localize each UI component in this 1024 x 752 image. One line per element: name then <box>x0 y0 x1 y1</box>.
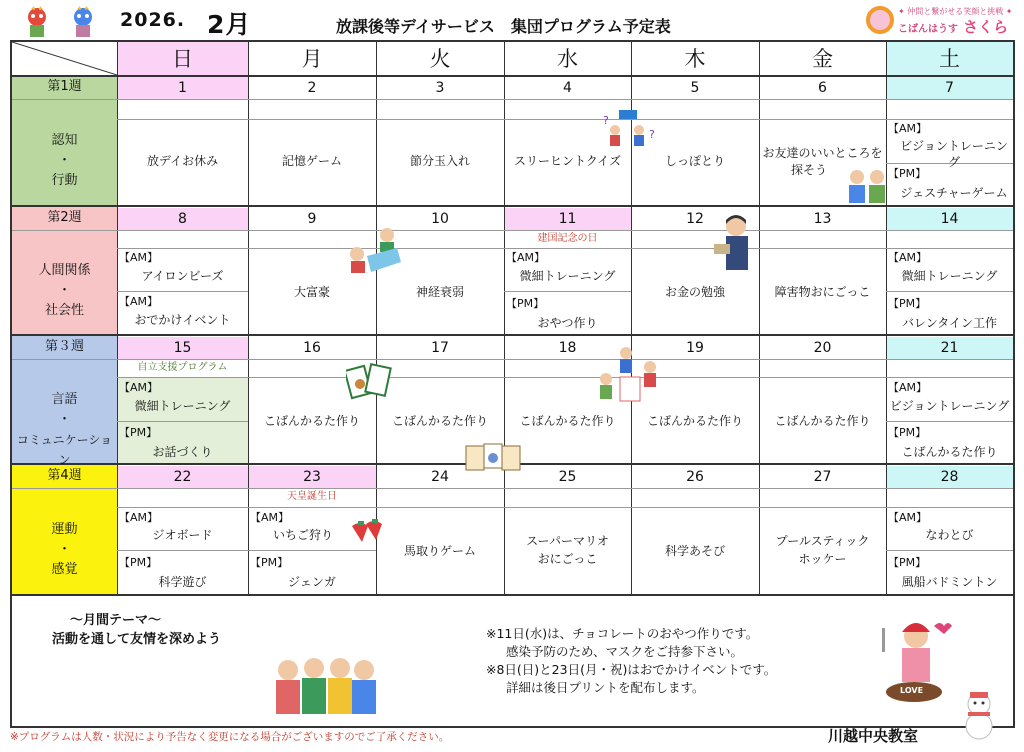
notice-line-1: ※11日(水)は、チョコレートのおやつ作りです。 <box>486 626 759 641</box>
week3-label: 第３週 <box>44 339 84 354</box>
corner-diagonal <box>12 42 117 75</box>
kids-playing-cards-icon <box>596 345 660 405</box>
w2-sun-pm-activity: おでかけイベント <box>134 313 231 327</box>
week3-category-2: ・ <box>57 412 71 427</box>
w3-sat-pm-activity: こばんかるた作り <box>901 445 998 459</box>
karuta-pile-icon <box>464 440 524 474</box>
week2-category-3: 社会性 <box>44 303 84 318</box>
w3-sun-am-tag: 【AM】 <box>119 381 159 394</box>
date-cell: 16 <box>303 340 321 356</box>
date-cell: 15 <box>173 340 192 356</box>
w2-mon-activity: 大富豪 <box>293 285 330 299</box>
date-cell: 22 <box>173 469 192 485</box>
w4-mon-pm-tag: 【PM】 <box>250 556 289 569</box>
w4-wed-activity-2: おにごっこ <box>537 552 598 566</box>
w1-sat-am-activity: ビジョントレーニング <box>900 139 1008 169</box>
week4-category-2: ・ <box>57 542 71 557</box>
two-kids-icon <box>845 168 889 204</box>
disclaimer-text: ※プログラムは人数・状況により予告なく変更になる場合がございますのでご了承ください。 <box>10 731 450 743</box>
w3-sat-am-activity: ビジョントレーニング <box>889 399 1010 413</box>
w1-tue-activity: 節分玉入れ <box>409 154 470 168</box>
w4-fri-activity-1: プールスティック <box>775 534 870 548</box>
date-cell: 12 <box>686 211 704 227</box>
w4-sun-pm-activity: 科学遊び <box>158 575 207 589</box>
week4-label: 第4週 <box>47 468 82 483</box>
grid-line <box>12 334 1013 336</box>
week4-category-1: 運動 <box>51 522 78 537</box>
dow-tue: 火 <box>429 47 451 71</box>
w3-sat-pm-tag: 【PM】 <box>888 426 927 439</box>
w4-sat-pm-tag: 【PM】 <box>888 556 927 569</box>
grid-line <box>759 42 760 595</box>
week1-category-1: 認知 <box>51 133 78 148</box>
date-cell: 9 <box>307 211 317 227</box>
logo-icon <box>866 6 894 34</box>
w2-wed-am-activity: 微細トレーニング <box>519 269 616 283</box>
week1-category-3: 行動 <box>51 173 78 188</box>
ampm-split <box>886 550 1013 551</box>
w3-tue-activity: こばんかるた作り <box>391 414 488 428</box>
date-cell: 1 <box>178 80 187 96</box>
date-cell: 21 <box>940 340 959 356</box>
ampm-split <box>504 291 631 292</box>
w3-sun-pm-activity: お話づくり <box>152 445 213 459</box>
w4-fri-activity-2: ホッケー <box>798 552 847 566</box>
page-title: 放課後等デイサービス 集団プログラム予定表 <box>336 17 671 36</box>
ampm-split <box>248 550 376 551</box>
money-lesson-icon <box>712 214 754 274</box>
grid-line <box>117 119 1013 120</box>
dow-mon: 月 <box>301 47 323 71</box>
ampm-split <box>117 421 248 422</box>
w4-tue-activity: 馬取りゲーム <box>403 544 476 558</box>
date-cell: 7 <box>945 80 954 96</box>
date-cell: 6 <box>818 80 827 96</box>
w2-fri-activity: 障害物おにごっこ <box>774 285 871 299</box>
w3-wed-activity: こばんかるた作り <box>519 414 616 428</box>
grid-line <box>12 205 1013 207</box>
w1-sat-am-tag: 【AM】 <box>888 122 928 135</box>
w3-sun-independence-note: 自立支援プログラム <box>137 362 228 373</box>
w4-mon-holiday-note: 天皇誕生日 <box>287 491 337 502</box>
grid-line <box>117 377 1013 378</box>
w3-sun-pm-tag: 【PM】 <box>119 426 158 439</box>
w2-wed-holiday-note: 建国記念の日 <box>537 233 598 244</box>
month-label: 2月 <box>207 10 252 39</box>
date-cell: 14 <box>940 211 959 227</box>
quiz-kids-icon <box>595 108 663 148</box>
week2-label: 第2週 <box>47 210 82 225</box>
week3-category-3: コミュニケーション <box>16 433 113 467</box>
dow-wed: 水 <box>557 47 578 71</box>
grid-line <box>117 507 1013 508</box>
date-cell: 23 <box>303 469 321 485</box>
ampm-split <box>886 421 1013 422</box>
date-cell: 2 <box>307 80 317 96</box>
date-cell: 13 <box>813 211 832 227</box>
w2-wed-am-tag: 【AM】 <box>506 251 546 264</box>
w4-thu-activity: 科学あそび <box>664 544 725 558</box>
mascot-blue-icon <box>68 6 98 40</box>
dow-sat: 土 <box>939 47 960 71</box>
grid-line <box>12 99 1013 100</box>
w4-sat-pm-activity: 風船バドミントン <box>901 575 998 589</box>
notice-line-2: 感染予防のため、マスクをご持参下さい。 <box>506 644 744 659</box>
w1-mon-activity: 記憶ゲーム <box>281 154 342 168</box>
w4-mon-pm-activity: ジェンガ <box>288 575 336 589</box>
karuta-cards-icon <box>346 362 392 406</box>
logo-name-main: こばんはうす <box>898 24 958 35</box>
w4-sat-am-tag: 【AM】 <box>888 511 928 524</box>
grid-line <box>12 488 1013 489</box>
w2-sun-pm-tag: 【AM】 <box>119 295 159 308</box>
dow-fri: 金 <box>812 47 833 71</box>
card-game-kids-icon <box>345 226 403 276</box>
ampm-split <box>886 291 1013 292</box>
w2-sat-pm-tag: 【PM】 <box>888 297 927 310</box>
week2-category-1: 人間関係 <box>38 263 91 278</box>
grid-line <box>12 230 1013 231</box>
year-label: 2026. <box>120 9 186 31</box>
date-cell: 25 <box>558 469 577 485</box>
w4-mon-am-tag: 【AM】 <box>250 511 290 524</box>
date-cell: 24 <box>431 469 449 485</box>
w1-thu-activity: しっぽとり <box>664 154 725 168</box>
w2-sun-am-tag: 【AM】 <box>119 251 159 264</box>
svg-text:?: ? <box>603 114 609 127</box>
svg-text:?: ? <box>649 128 655 141</box>
friends-group-icon <box>270 654 380 716</box>
mascot-red-icon <box>22 6 52 40</box>
grid-line <box>12 359 1013 360</box>
date-cell: 27 <box>813 469 832 485</box>
w1-sat-pm-tag: 【PM】 <box>888 167 927 180</box>
notice-line-3: ※8日(日)と23日(月・祝)はおでかけイベントです。 <box>486 662 777 677</box>
w2-sun-am-activity: アイロンビーズ <box>141 269 224 283</box>
w4-sun-am-tag: 【AM】 <box>119 511 159 524</box>
w1-fri-activity-2: 探そう <box>790 163 827 177</box>
w4-mon-am-activity: いちご狩り <box>272 528 333 542</box>
date-cell: 26 <box>686 469 704 485</box>
school-name: 川越中央教室 <box>828 727 919 745</box>
w3-sat-am-tag: 【AM】 <box>888 381 928 394</box>
date-cell: 17 <box>431 340 449 356</box>
w4-sun-am-activity: ジオボード <box>152 528 213 542</box>
week4-category-3: 感覚 <box>51 562 78 577</box>
ampm-split <box>117 291 248 292</box>
grid-line <box>376 42 377 595</box>
w2-wed-pm-activity: おやつ作り <box>537 316 598 330</box>
date-cell: 8 <box>178 211 187 227</box>
date-cell: 4 <box>563 80 572 96</box>
w1-wed-activity: スリーヒントクイズ <box>513 154 622 168</box>
w1-sat-pm-activity: ジェスチャーゲーム <box>900 186 1008 200</box>
week3-category-1: 言語 <box>51 392 78 407</box>
w4-wed-activity-1: スーパーマリオ <box>526 534 609 548</box>
grid-line <box>248 42 249 595</box>
w3-thu-activity: こばんかるた作り <box>646 414 743 428</box>
w3-mon-activity: こばんかるた作り <box>263 414 360 428</box>
grid-line <box>117 248 1013 249</box>
date-cell: 19 <box>686 340 704 356</box>
date-cell: 5 <box>690 80 700 96</box>
cake-label: LOVE <box>900 686 924 695</box>
w4-sat-am-activity: なわとび <box>925 528 974 542</box>
w2-sat-am-tag: 【AM】 <box>888 251 928 264</box>
dow-sun: 日 <box>172 47 193 71</box>
grid-line <box>12 594 1013 596</box>
date-cell: 3 <box>435 80 445 96</box>
w2-sat-pm-activity: バレンタイン工作 <box>902 316 997 330</box>
dow-thu: 木 <box>684 47 706 71</box>
week1-category-2: ・ <box>57 153 71 168</box>
w3-fri-activity: こばんかるた作り <box>774 414 871 428</box>
date-cell: 11 <box>558 211 577 227</box>
logo-tagline: ✦ 仲間と繋がせる笑顔と挑戦 ✦ <box>898 7 1013 16</box>
date-cell: 10 <box>431 211 449 227</box>
theme-title: ～月間テーマ～ <box>70 613 162 628</box>
week1-label: 第1週 <box>47 79 82 94</box>
logo-name-sakura: さくら <box>963 18 1009 36</box>
w2-wed-pm-tag: 【PM】 <box>506 297 545 310</box>
date-cell: 20 <box>813 340 832 356</box>
theme-text: 活動を通して友情を深めよう <box>52 632 222 647</box>
w2-sat-am-activity: 微細トレーニング <box>901 269 998 283</box>
logo-name <box>898 16 1008 37</box>
notice-line-4: 詳細は後日プリントを配布します。 <box>506 680 705 695</box>
date-cell: 18 <box>558 340 577 356</box>
w4-sun-pm-tag: 【PM】 <box>119 556 158 569</box>
w2-tue-activity: 神経衰弱 <box>415 285 464 299</box>
w3-sun-am-activity: 微細トレーニング <box>134 399 231 413</box>
date-cell: 28 <box>940 469 959 485</box>
w1-sun-activity: 放デイお休み <box>146 154 219 168</box>
snowman-icon <box>958 690 1000 740</box>
strawberry-icon <box>350 518 386 546</box>
w2-thu-activity: お金の勉強 <box>664 285 725 299</box>
ampm-split <box>117 550 248 551</box>
week2-category-2: ・ <box>57 283 71 298</box>
w1-fri-activity-1: お友達のいいところを <box>762 146 883 160</box>
